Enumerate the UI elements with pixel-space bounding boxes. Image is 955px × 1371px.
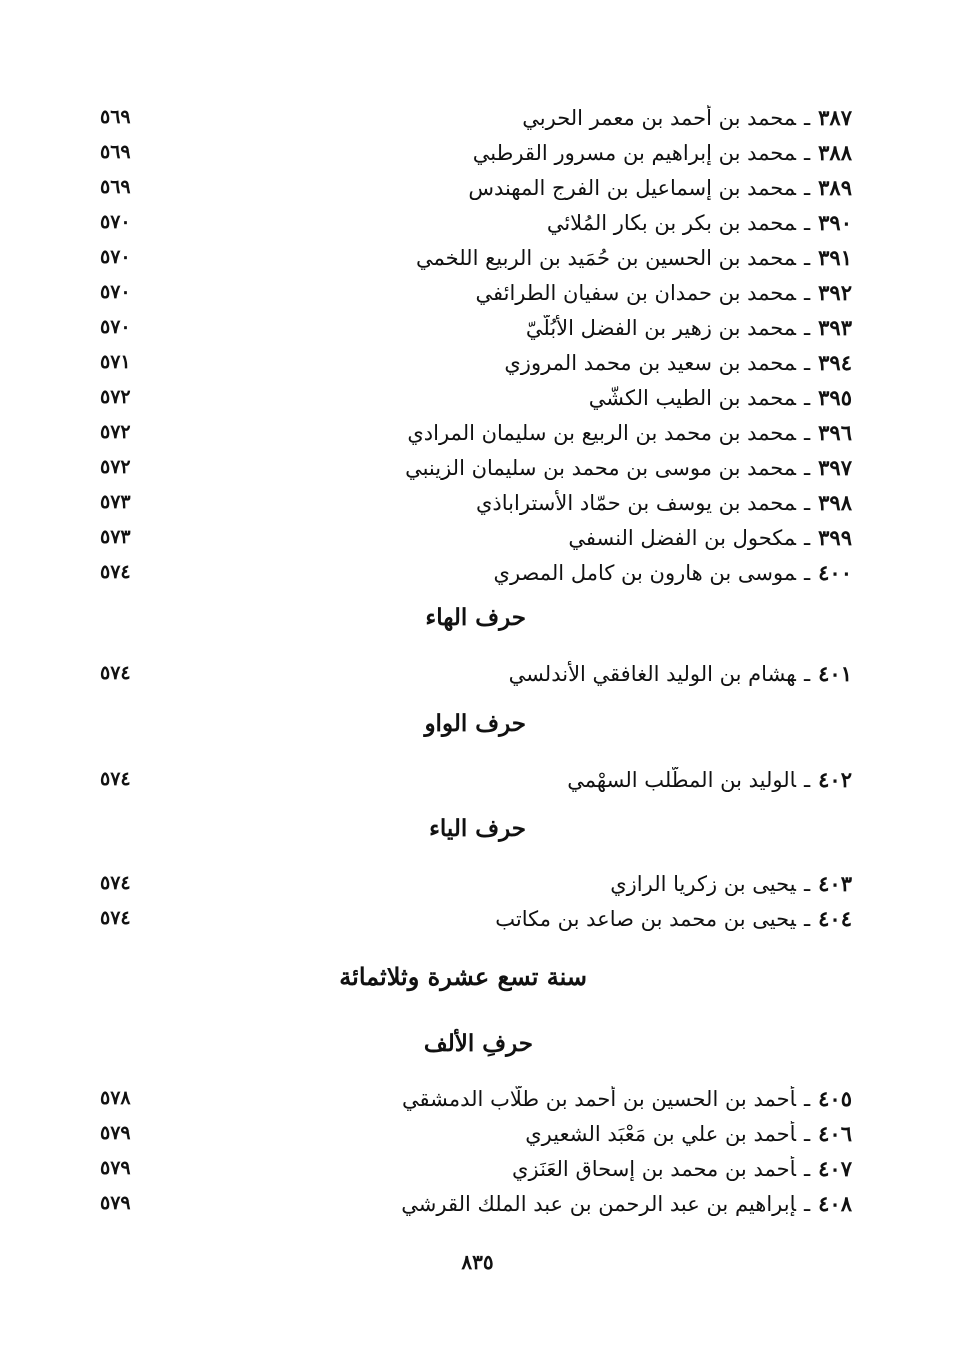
index-entry bbox=[100, 415, 852, 449]
entry-name: محمد بن يوسف بن حمّاد الأستراباذي bbox=[476, 490, 796, 515]
entry-separator: ـ bbox=[804, 767, 811, 792]
entry-page-number: ٥٧٩ bbox=[100, 1157, 131, 1179]
index-entry bbox=[100, 1151, 852, 1185]
entry-text bbox=[160, 1156, 852, 1181]
entry-separator: ـ bbox=[804, 560, 811, 585]
entry-name: محمد بن بكر بن بكار المُلائي bbox=[546, 210, 796, 235]
entry-separator: ـ bbox=[804, 1191, 811, 1216]
entry-separator: ـ bbox=[804, 1086, 811, 1111]
index-entry bbox=[100, 901, 852, 935]
entry-page-number: ٥٧٣ bbox=[100, 526, 131, 548]
entry-number: ٤٠٨ bbox=[818, 1190, 852, 1216]
entry-number: ٤٠١ bbox=[818, 660, 852, 686]
page-number: ٨٣٥ bbox=[461, 1250, 494, 1274]
entry-text bbox=[160, 315, 852, 340]
entry-text bbox=[160, 210, 852, 235]
entry-number: ٣٨٧ bbox=[818, 104, 852, 130]
entry-number: ٤٠٧ bbox=[818, 1155, 852, 1181]
entry-number: ٣٩٨ bbox=[818, 489, 852, 515]
entry-number: ٣٩١ bbox=[818, 244, 852, 270]
entry-number: ٣٩٣ bbox=[818, 314, 852, 340]
index-entry bbox=[100, 380, 852, 414]
entry-text bbox=[160, 140, 852, 165]
index-entry bbox=[100, 205, 852, 239]
entry-name: أحمد بن علي بن مَعْبَد الشعيري bbox=[525, 1121, 796, 1146]
entry-name: محمد بن سعيد بن محمد المروزي bbox=[504, 350, 796, 375]
entry-name: محمد بن محمد بن الربيع بن سليمان المرادي bbox=[407, 420, 796, 445]
entry-text bbox=[160, 560, 852, 585]
entry-name: محمد بن موسى بن محمد بن سليمان الزينبي bbox=[405, 455, 796, 480]
entry-page-number: ٥٧٠ bbox=[100, 281, 131, 303]
entry-page-number: ٥٧٢ bbox=[100, 386, 131, 408]
entry-separator: ـ bbox=[804, 455, 811, 480]
entry-name: يحيى بن محمد بن صاعد بن مكاتب bbox=[495, 906, 796, 931]
entry-page-number: ٥٧٤ bbox=[100, 768, 131, 790]
entry-page-number: ٥٧٨ bbox=[100, 1087, 131, 1109]
entry-text bbox=[160, 871, 852, 896]
index-entry bbox=[100, 1081, 852, 1115]
entry-page-number: ٥٧٣ bbox=[100, 491, 131, 513]
index-entry bbox=[100, 310, 852, 344]
entry-text bbox=[160, 350, 852, 375]
letter-heading: حرف الهاء bbox=[425, 604, 526, 631]
entry-number: ٣٩٩ bbox=[818, 524, 852, 550]
index-entry bbox=[100, 1116, 852, 1150]
entry-page-number: ٥٧٢ bbox=[100, 456, 131, 478]
entry-separator: ـ bbox=[804, 420, 811, 445]
entry-text bbox=[160, 280, 852, 305]
entry-number: ٣٩٤ bbox=[818, 349, 852, 375]
entry-text bbox=[160, 455, 852, 480]
entry-page-number: ٥٧١ bbox=[100, 351, 131, 373]
entry-separator: ـ bbox=[804, 525, 811, 550]
entry-separator: ـ bbox=[804, 245, 811, 270]
entry-name: هشام بن الوليد الغافقي الأندلسي bbox=[508, 661, 796, 686]
entry-page-number: ٥٧٠ bbox=[100, 246, 131, 268]
entry-name: إبراهيم بن عبد الرحمن بن عبد الملك القرشي bbox=[401, 1191, 796, 1216]
entry-page-number: ٥٦٩ bbox=[100, 176, 131, 198]
entry-name: محمد بن زهير بن الفضل الأُبُلّيّ bbox=[525, 315, 796, 340]
entry-separator: ـ bbox=[804, 315, 811, 340]
entry-number: ٣٨٩ bbox=[818, 174, 852, 200]
entry-name: محمد بن إبراهيم بن مسرور القرطبي bbox=[472, 140, 796, 165]
index-entry bbox=[100, 170, 852, 204]
entry-text bbox=[160, 1086, 852, 1111]
index-entry bbox=[100, 656, 852, 690]
entry-page-number: ٥٧٤ bbox=[100, 662, 131, 684]
entry-name: أحمد بن الحسين بن أحمد بن طلّاب الدمشقي bbox=[402, 1086, 796, 1111]
entry-separator: ـ bbox=[804, 1156, 811, 1181]
entry-number: ٤٠٠ bbox=[818, 559, 852, 585]
entry-page-number: ٥٧٠ bbox=[100, 211, 131, 233]
entry-separator: ـ bbox=[804, 385, 811, 410]
entry-page-number: ٥٧٠ bbox=[100, 316, 131, 338]
index-entry bbox=[100, 485, 852, 519]
entry-text bbox=[160, 1121, 852, 1146]
index-entry bbox=[100, 520, 852, 554]
entry-name: الوليد بن المطّلب السهْمي bbox=[567, 767, 796, 792]
entry-text bbox=[160, 661, 852, 686]
entry-name: محمد بن حمدان بن سفيان الطرائفي bbox=[475, 280, 796, 305]
entry-page-number: ٥٧٩ bbox=[100, 1122, 131, 1144]
entry-text bbox=[160, 525, 852, 550]
entry-separator: ـ bbox=[804, 140, 811, 165]
entry-number: ٤٠٦ bbox=[818, 1120, 852, 1146]
entry-name: محمد بن أحمد بن معمر الحربي bbox=[522, 105, 796, 130]
index-entry bbox=[100, 555, 852, 589]
entry-number: ٤٠٢ bbox=[818, 766, 852, 792]
index-entry bbox=[100, 240, 852, 274]
index-entry bbox=[100, 866, 852, 900]
entry-page-number: ٥٦٩ bbox=[100, 141, 131, 163]
entry-name: يحيى بن زكريا الرازي bbox=[610, 871, 796, 896]
index-entry bbox=[100, 345, 852, 379]
entry-name: مكحول بن الفضل النسفي bbox=[568, 525, 796, 550]
entry-page-number: ٥٧٤ bbox=[100, 561, 131, 583]
entry-name: موسى بن هارون بن كامل المصري bbox=[493, 560, 796, 585]
index-entry bbox=[100, 762, 852, 796]
entry-number: ٣٩٧ bbox=[818, 454, 852, 480]
entry-number: ٣٩٦ bbox=[818, 419, 852, 445]
entry-text bbox=[160, 385, 852, 410]
entry-separator: ـ bbox=[804, 350, 811, 375]
entry-number: ٤٠٤ bbox=[818, 905, 852, 931]
entry-separator: ـ bbox=[804, 175, 811, 200]
entry-text bbox=[160, 245, 852, 270]
index-entry bbox=[100, 1186, 852, 1220]
entry-page-number: ٥٧٢ bbox=[100, 421, 131, 443]
entry-text bbox=[160, 906, 852, 931]
entry-number: ٣٩٥ bbox=[818, 384, 852, 410]
letter-heading: حرف الياء bbox=[429, 815, 526, 842]
entry-text bbox=[160, 420, 852, 445]
index-entry bbox=[100, 275, 852, 309]
index-entry bbox=[100, 135, 852, 169]
entry-number: ٤٠٥ bbox=[818, 1085, 852, 1111]
entry-name: محمد بن إسماعيل بن الفرج المهندس bbox=[468, 175, 796, 200]
entry-separator: ـ bbox=[804, 210, 811, 235]
entry-text bbox=[160, 1191, 852, 1216]
entry-separator: ـ bbox=[804, 490, 811, 515]
entry-name: محمد بن الطيب الكشّي bbox=[588, 385, 796, 410]
index-entry bbox=[100, 100, 852, 134]
letter-heading: حرف الواو bbox=[424, 710, 526, 737]
entry-number: ٤٠٣ bbox=[818, 870, 852, 896]
section-title: سنة تسع عشرة وثلاثمائة bbox=[339, 962, 587, 991]
entry-separator: ـ bbox=[804, 105, 811, 130]
index-entry bbox=[100, 450, 852, 484]
entry-separator: ـ bbox=[804, 871, 811, 896]
entry-separator: ـ bbox=[804, 661, 811, 686]
entry-number: ٣٨٨ bbox=[818, 139, 852, 165]
entry-text bbox=[160, 105, 852, 130]
entry-text bbox=[160, 767, 852, 792]
entry-name: محمد بن الحسين بن حُمَيد بن الربيع اللخمي bbox=[416, 245, 796, 270]
entry-separator: ـ bbox=[804, 280, 811, 305]
entry-page-number: ٥٧٤ bbox=[100, 907, 131, 929]
entry-name: أحمد بن محمد بن إسحاق العَنَزي bbox=[512, 1156, 796, 1181]
entry-number: ٣٩٠ bbox=[818, 209, 852, 235]
entry-separator: ـ bbox=[804, 906, 811, 931]
entry-number: ٣٩٢ bbox=[818, 279, 852, 305]
letter-heading: حرفِ الألف bbox=[423, 1030, 533, 1057]
entry-page-number: ٥٧٤ bbox=[100, 872, 131, 894]
entry-page-number: ٥٦٩ bbox=[100, 106, 131, 128]
entry-page-number: ٥٧٩ bbox=[100, 1192, 131, 1214]
entry-text bbox=[160, 175, 852, 200]
entry-separator: ـ bbox=[804, 1121, 811, 1146]
entry-text bbox=[160, 490, 852, 515]
